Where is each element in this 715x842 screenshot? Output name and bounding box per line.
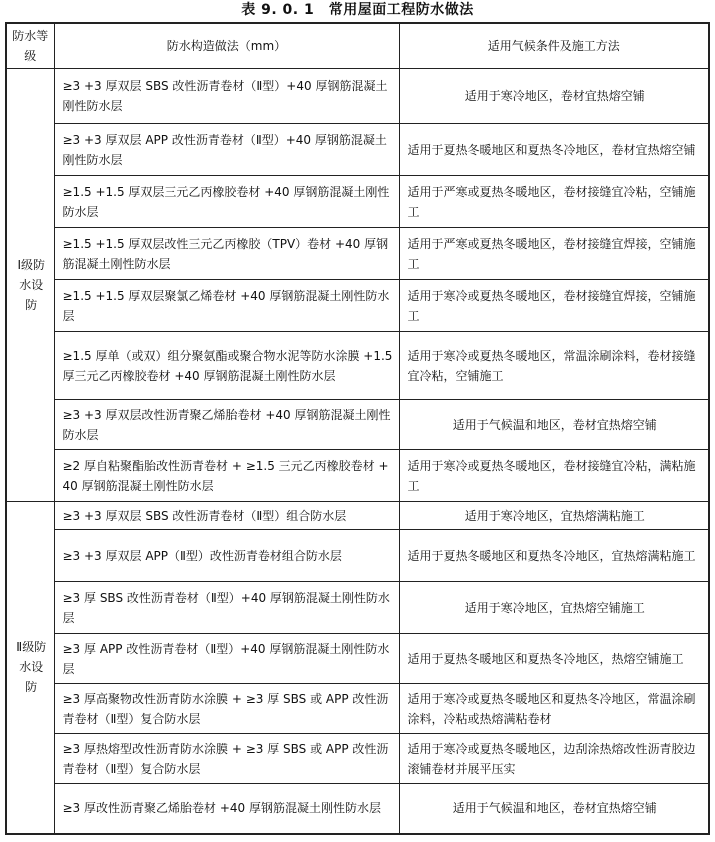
method-cell: ≥2 厚自粘聚酯胎改性沥青卷材 + ≥1.5 三元乙丙橡胶卷材 +40 厚钢筋混凝土刚性防水层 — [54, 450, 399, 502]
climate-cell: 适用于寒冷或夏热冬暖地区和夏热冬冷地区，常温涂刷涂料，冷粘或热熔满粘卷材 — [399, 684, 709, 734]
climate-cell: 适用于气候温和地区，卷材宜热熔空铺 — [399, 400, 709, 450]
table-row — [6, 228, 709, 280]
table-row — [6, 176, 709, 228]
method-cell: ≥3 +3 厚双层 APP 改性沥青卷材（Ⅱ型）+40 厚钢筋混凝土刚性防水层 — [54, 124, 399, 176]
climate-cell: 适用于寒冷或夏热冬暖地区，卷材接缝宜焊接，空铺施工 — [399, 280, 709, 332]
table-row — [6, 502, 709, 530]
climate-cell: 适用于寒冷地区，卷材宜热熔空铺 — [399, 69, 709, 124]
method-cell: ≥3 +3 厚双层 SBS 改性沥青卷材（Ⅱ型）+40 厚钢筋混凝土刚性防水层 — [54, 69, 399, 124]
climate-cell: 适用于寒冷地区，宜热熔满粘施工 — [399, 502, 709, 530]
header-climate: 适用气候条件及施工方法 — [399, 23, 709, 69]
table-row — [6, 400, 709, 450]
table-row — [6, 332, 709, 400]
method-cell: ≥3 +3 厚双层改性沥青聚乙烯胎卷材 +40 厚钢筋混凝土刚性防水层 — [54, 400, 399, 450]
climate-cell: 适用于夏热冬暖地区和夏热冬冷地区，卷材宜热熔空铺 — [399, 124, 709, 176]
method-cell: ≥3 厚 APP 改性沥青卷材（Ⅱ型）+40 厚钢筋混凝土刚性防水层 — [54, 634, 399, 684]
climate-cell: 适用于夏热冬暖地区和夏热冬冷地区，宜热熔满粘施工 — [399, 530, 709, 582]
method-cell: ≥1.5 厚单（或双）组分聚氨酯或聚合物水泥等防水涂膜 +1.5 厚三元乙丙橡胶卷材 +40 厚钢筋混凝土刚性防水层 — [54, 332, 399, 400]
climate-cell: 适用于严寒或夏热冬暖地区，卷材接缝宜焊接，空铺施工 — [399, 228, 709, 280]
method-cell: ≥1.5 +1.5 厚双层改性三元乙丙橡胶（TPV）卷材 +40 厚钢筋混凝土刚性防水层 — [54, 228, 399, 280]
table-row — [6, 530, 709, 582]
waterproofing-table — [5, 22, 710, 835]
climate-cell: 适用于气候温和地区，卷材宜热熔空铺 — [399, 784, 709, 834]
table-row — [6, 734, 709, 784]
method-cell: ≥3 厚 SBS 改性沥青卷材（Ⅱ型）+40 厚钢筋混凝土刚性防水层 — [54, 582, 399, 634]
table-header-row — [6, 23, 709, 69]
method-cell: ≥3 厚高聚物改性沥青防水涂膜 + ≥3 厚 SBS 或 APP 改性沥青卷材（Ⅱ型）复合防水层 — [54, 684, 399, 734]
level-cell-2: Ⅱ级防水设防 — [6, 502, 54, 834]
level-cell-1: Ⅰ级防水设防 — [6, 69, 54, 502]
table-row — [6, 280, 709, 332]
climate-cell: 适用于寒冷或夏热冬暖地区，常温涂刷涂料，卷材接缝宜冷粘，空铺施工 — [399, 332, 709, 400]
table-row — [6, 582, 709, 634]
method-cell: ≥3 +3 厚双层 SBS 改性沥青卷材（Ⅱ型）组合防水层 — [54, 502, 399, 530]
method-cell: ≥1.5 +1.5 厚双层聚氯乙烯卷材 +40 厚钢筋混凝土刚性防水层 — [54, 280, 399, 332]
method-cell: ≥3 +3 厚双层 APP（Ⅱ型）改性沥青卷材组合防水层 — [54, 530, 399, 582]
method-cell: ≥3 厚热熔型改性沥青防水涂膜 + ≥3 厚 SBS 或 APP 改性沥青卷材（Ⅱ型）复合防水层 — [54, 734, 399, 784]
table-row — [6, 784, 709, 834]
climate-cell: 适用于寒冷或夏热冬暖地区，边刮涂热熔改性沥青胶边滚铺卷材并展平压实 — [399, 734, 709, 784]
header-level: 防水等级 — [6, 23, 54, 69]
method-cell: ≥1.5 +1.5 厚双层三元乙丙橡胶卷材 +40 厚钢筋混凝土刚性防水层 — [54, 176, 399, 228]
climate-cell: 适用于严寒或夏热冬暖地区，卷材接缝宜冷粘，空铺施工 — [399, 176, 709, 228]
table-row — [6, 634, 709, 684]
climate-cell: 适用于夏热冬暖地区和夏热冬冷地区，热熔空铺施工 — [399, 634, 709, 684]
table-title: 表 9. 0. 1 常用屋面工程防水做法 — [241, 2, 474, 18]
table-row — [6, 69, 709, 124]
climate-cell: 适用于寒冷地区，宜热熔空铺施工 — [399, 582, 709, 634]
header-method: 防水构造做法（mm） — [54, 23, 399, 69]
table-row — [6, 684, 709, 734]
table-row — [6, 450, 709, 502]
table-row — [6, 124, 709, 176]
method-cell: ≥3 厚改性沥青聚乙烯胎卷材 +40 厚钢筋混凝土刚性防水层 — [54, 784, 399, 834]
climate-cell: 适用于寒冷或夏热冬暖地区，卷材接缝宜冷粘，满粘施工 — [399, 450, 709, 502]
